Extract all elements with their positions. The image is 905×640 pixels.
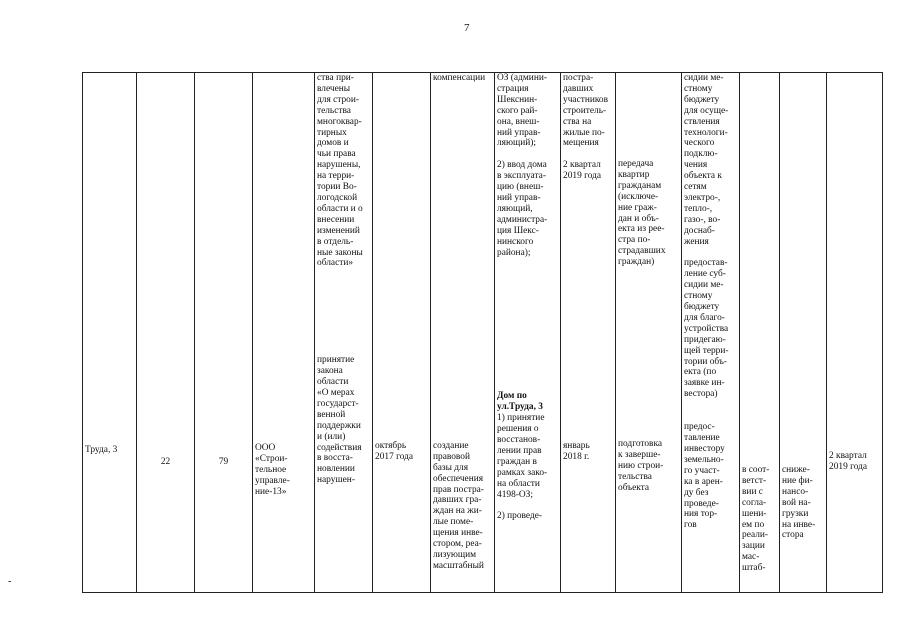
address-text: Труда, 3 (85, 445, 118, 455)
actions-top-text: ОЗ (админи- страция Шекснин- ского рай- она, внеш- ний управ- ляющий); 2) ввод дома в эксплуата- цию (внеш- ний управ- ляющий, администра- ция Шекс- нинского района); (497, 73, 548, 258)
count-a-text: 22 (160, 457, 171, 467)
action-date-bottom-text: январь 2018 г. (563, 441, 590, 462)
margin-mark: - (8, 576, 12, 587)
cell-result (616, 73, 682, 593)
agreement-text: в соот- ветст- вии с согла- шени- ем по реали- зации мас- штаб- (742, 465, 770, 574)
deadline-text: 2 квартал 2019 года (829, 451, 868, 472)
goal-top-text: компенсации (433, 73, 486, 83)
goal-bottom-text: создание правовой базы для обеспечения прав постра- давших гра- ждан на жи- лые поме- щения инве- стором, реа- лизующим масштабный (433, 440, 484, 571)
result-top-text: передача квартир гражданам (исключе- ние граж- дан и объ- екта из рее- стра по- страдавших граждан) (618, 159, 666, 268)
measure-date-text: октябрь 2017 года (375, 441, 414, 462)
cell-count-a (137, 73, 195, 593)
cell-address (83, 73, 137, 593)
cell-count-b (195, 73, 253, 593)
effect-text: сниже- ние фи- нансо- вой на- грузки на инве- стора (782, 465, 816, 541)
actions-bottom-text: 1) принятие решения о восстанов- лении прав граждан в рамках зако- на области 4198-ОЗ; 2) проведе- (497, 413, 548, 522)
cell-action-date (561, 73, 616, 593)
actions-heading: Дом по ул.Труда, 3 (497, 391, 543, 413)
support-bottom-text: предос- тавление инвестору земельно- го участ- ка в арен- ду без проведе- ния тор- гов (684, 422, 725, 531)
cell-actions (495, 73, 561, 593)
table-row (83, 73, 883, 593)
result-bottom-text: подготовка к заверше- нию строи- тельства объекта (618, 439, 664, 493)
cell-goal (431, 73, 495, 593)
measure-top-text: ства при- влечены для строи- тельства многоквар- тирных домов и чьи права нарушены, на терри- тории Во- логодской области и о внесении изменений в отдель- ные законы области» (317, 73, 363, 269)
cell-measure-date (373, 73, 431, 593)
cell-deadline (827, 73, 883, 593)
measure-bottom-text: принятие закона области «О мерах государст- венной поддержки и (или) содействия в восста- новлении нарушен- (317, 355, 362, 486)
page-number: 7 (464, 22, 470, 34)
cell-effect (780, 73, 827, 593)
cell-agreement (740, 73, 780, 593)
count-b-text: 79 (218, 457, 229, 467)
support-top-text: сидии ме- стному бюджету для осуще- ствления технологи- ческого подклю- чения объекта к сетям электро-, тепло-, газо-, во- доснаб- жения предостав- ление суб- сидии ме- стному бюджету для благо- устройства придегаю- щей терри- тории объ- екта (по заявке ин- вестора) (684, 73, 729, 400)
cell-support (682, 73, 740, 593)
action-date-top-text: постра- давших участников строитель- ства на жилые по- мещения 2 квартал 2019 года (563, 73, 609, 182)
cell-organization (253, 73, 315, 593)
data-table (82, 72, 883, 593)
cell-measure (315, 73, 373, 593)
organization-text: ООО «Строи- тельное управле- ние-13» (255, 443, 290, 497)
